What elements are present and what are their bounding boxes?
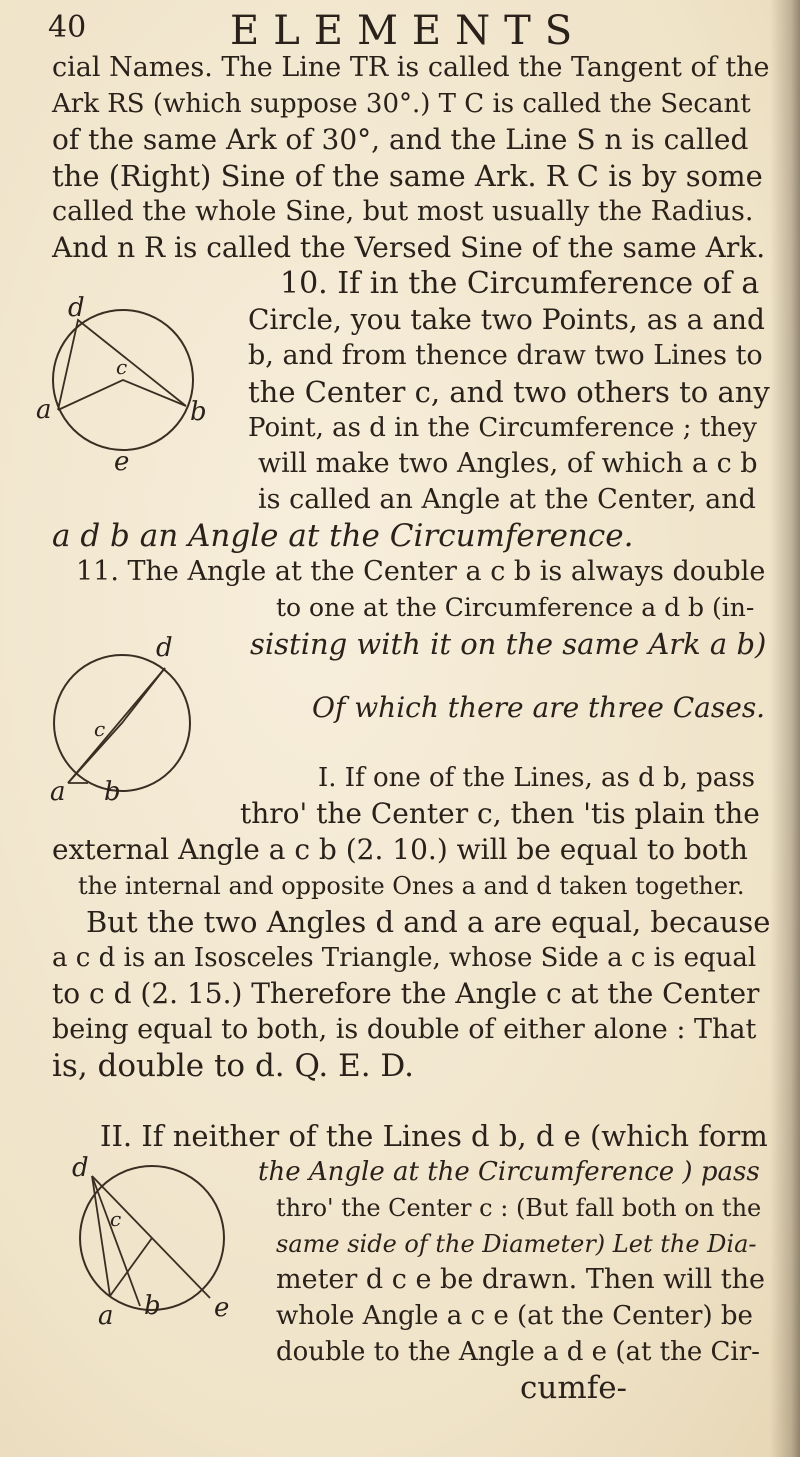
text-line: thro' the Center c : (But fall both on the [276, 1194, 762, 1222]
fig1-label-b: b [190, 397, 207, 427]
text-line: meter d c e be drawn. Then will the [276, 1264, 765, 1295]
text-line: called the whole Sine, but most usually the Radius. [52, 196, 754, 227]
fig2-label-a: a [50, 777, 66, 807]
text-line: II. If neither of the Lines d b, d e (which form [100, 1119, 768, 1153]
text-line: to one at the Circumference a d b (in- [276, 593, 755, 622]
text-line: b, and from thence draw two Lines to [248, 340, 763, 371]
text-line: But the two Angles d and a are equal, because [86, 905, 771, 939]
text-line: Circle, you take two Points, as a and [248, 303, 765, 336]
text-line: a d b an Angle at the Circumference. [52, 518, 634, 554]
fig1-label-d: d [68, 293, 85, 323]
text-line: 11. The Angle at the Center a c b is always double [76, 556, 766, 587]
text-line: Of which there are three Cases. [312, 691, 766, 724]
fig1-label-c: c [116, 355, 128, 379]
fig1-label-e: e [114, 447, 130, 475]
text-line: cumfe- [520, 1370, 628, 1406]
fig3-label-b: b [144, 1291, 161, 1321]
text-line: sisting with it on the same Ark a b) [250, 627, 767, 661]
fig2-label-d: d [156, 633, 173, 663]
fig2-label-c: c [94, 717, 106, 741]
page-number: 40 [48, 10, 87, 45]
text-line: external Angle a c b (2. 10.) will be equal to both [52, 833, 748, 866]
text-line: Point, as d in the Circumference ; they [248, 413, 757, 443]
fig3-label-d: d [72, 1153, 89, 1183]
text-line: 10. If in the Circumference of a [280, 266, 760, 301]
fig1-label-a: a [36, 395, 52, 425]
text-line: the internal and opposite Ones a and d taken together. [78, 872, 745, 900]
text-line: whole Angle a c e (at the Center) be [276, 1301, 753, 1331]
text-line: of the same Ark of 30°, and the Line S n is called [52, 123, 749, 156]
text-line: the Angle at the Circumference ) pass [258, 1157, 760, 1187]
text-line: thro' the Center c, then 'tis plain the [240, 797, 760, 830]
text-line: same side of the Diameter) Let the Dia- [276, 1230, 757, 1258]
text-line: a c d is an Isosceles Triangle, whose Side a c is equal [52, 943, 757, 973]
figure-2-diagram [30, 628, 220, 818]
text-line: to c d (2. 15.) Therefore the Angle c at the Center [52, 977, 760, 1010]
text-line: double to the Angle a d e (at the Cir- [276, 1337, 760, 1367]
text-line: I. If one of the Lines, as d b, pass [318, 763, 755, 793]
fig3-label-e: e [214, 1293, 230, 1323]
text-line: And n R is called the Versed Sine of the same Ark. [52, 231, 766, 264]
text-line: Ark RS (which suppose 30°.) T C is called the Secant [52, 89, 751, 119]
fig2-label-b: b [104, 777, 121, 807]
text-line: is, double to d. Q. E. D. [52, 1048, 415, 1084]
text-line: the (Right) Sine of the same Ark. R C is by some [52, 159, 763, 193]
fig3-label-a: a [98, 1301, 114, 1331]
figure-1-diagram [28, 270, 218, 475]
page-edge-shadow [770, 0, 800, 1457]
fig3-label-c: c [110, 1207, 122, 1231]
text-line: the Center c, and two others to any [248, 375, 770, 409]
text-line: will make two Angles, of which a c b [258, 448, 758, 479]
figure-3-diagram [40, 1148, 250, 1348]
text-line: being equal to both, is double of either alone : That [52, 1014, 757, 1045]
text-line: cial Names. The Line TR is called the Tangent of the [52, 52, 770, 83]
text-line: is called an Angle at the Center, and [258, 484, 756, 515]
running-title: ELEMENTS [230, 8, 587, 54]
